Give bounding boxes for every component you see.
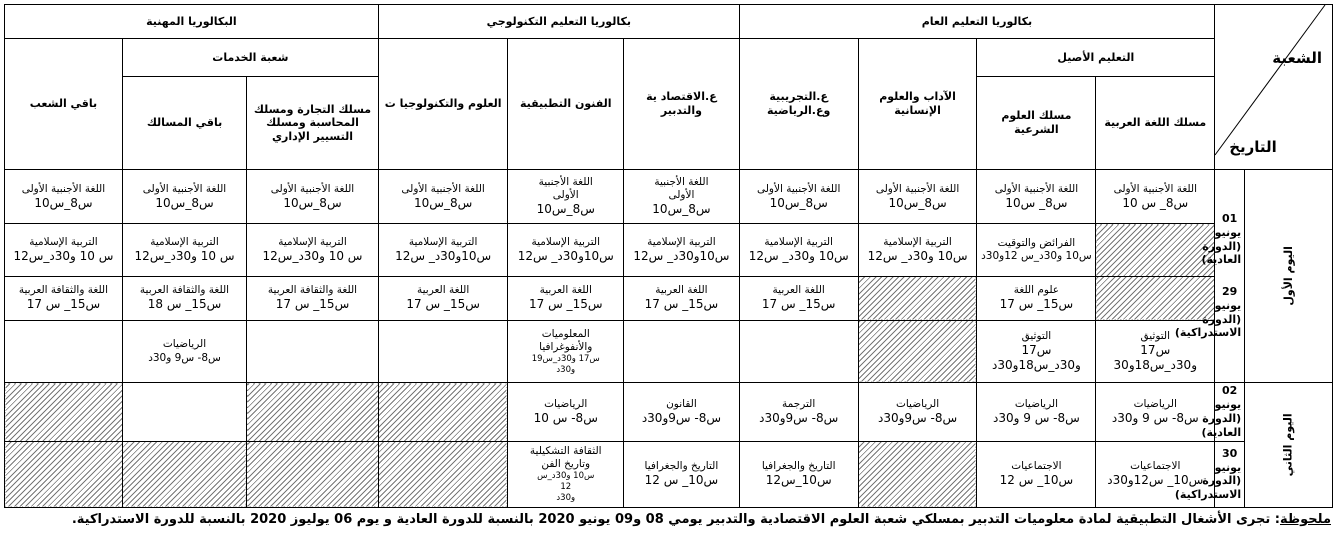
subject: التربية الإسلامية <box>408 235 478 248</box>
subject: اللغة الأجنبية <box>538 176 593 188</box>
time: س 10 و30د_س12 <box>134 248 235 263</box>
date-line: الاستدراكية) <box>1174 488 1242 502</box>
time: س15_ س 17 <box>406 297 480 312</box>
day1-row-3 <box>5 276 1333 320</box>
date-line: 29 يونيو <box>1214 285 1242 312</box>
subject: التربية الإسلامية <box>647 235 716 248</box>
cell <box>5 224 123 276</box>
cell <box>739 441 858 507</box>
time: س8_س10 <box>34 195 93 210</box>
time: س15_ س 17 <box>275 297 350 312</box>
cell <box>624 276 740 320</box>
footnote-label: ملحوظة <box>1279 512 1331 527</box>
cell <box>5 276 123 320</box>
subject: التوثيق <box>1140 329 1171 342</box>
time: و30د_س18و30د <box>992 358 1081 373</box>
time: س10و30د_ س12 <box>517 248 614 263</box>
time: 12 <box>560 482 572 493</box>
cell <box>624 224 740 276</box>
time: س15_ س 17 <box>999 297 1074 312</box>
cell <box>508 169 624 223</box>
time: س8_س10 <box>888 195 947 210</box>
subject: المعلوميات <box>541 327 590 340</box>
cell <box>977 276 1096 320</box>
day2-row-2 <box>5 441 1333 507</box>
cell <box>508 441 624 507</box>
corner-label-stream: الشعبة <box>1272 49 1322 67</box>
stream-sharia: مسلك العلوم الشرعية <box>977 77 1096 170</box>
cell-empty <box>378 320 508 382</box>
subject: التوثيق <box>1021 329 1052 342</box>
subject: الأولى <box>668 189 695 202</box>
header-row-subgroups <box>5 39 1333 77</box>
date-line: (الدورة <box>1202 411 1242 425</box>
time: و30د <box>556 364 576 375</box>
time: س8- س9 و30د <box>148 351 221 364</box>
date-line: 01 يونيو <box>1214 212 1242 239</box>
subject: الفرائض والتوقيت <box>997 236 1076 249</box>
day2-row-1 <box>5 383 1333 441</box>
hatched-cell <box>858 441 977 507</box>
cell-empty <box>247 320 379 382</box>
stream-letters: الآداب والعلوم الإنسانية <box>858 39 977 170</box>
footnote-text: : تجرى الأشغال التطبيقية لمادة معلوميات التدبير بمسلكي شعبة العلوم الاقتصادية والتدبير يومي 08 و09 يونيو 2020 بالنسبة للدورة العادية و يوم 06 يوليوز 2020 بالنسبة للدورة الاستدراكية. <box>71 512 1280 527</box>
subject: اللغة الأجنبية الأولى <box>1113 182 1197 195</box>
group-professional: البكالوريا المهنية <box>5 5 379 39</box>
day2-date-regular <box>1201 383 1245 441</box>
corner-header-cell <box>1215 5 1333 170</box>
footnote <box>72 512 1331 527</box>
cell <box>1096 169 1215 223</box>
date-line: 30 يونيو <box>1214 446 1242 474</box>
cell <box>977 441 1096 507</box>
header-row-groups <box>5 5 1333 39</box>
subject: التربية الإسلامية <box>150 235 219 248</box>
cell <box>378 224 508 276</box>
time: س10و30د_ س12 <box>395 248 492 263</box>
time: س15_ س 17 <box>644 297 719 312</box>
day2-label: اليوم الثاني <box>1281 413 1295 477</box>
subject: اللغة والثقافة العربية <box>267 284 358 297</box>
cell-empty <box>624 320 740 382</box>
time: س8- س 10 <box>533 410 598 425</box>
cell <box>858 224 977 276</box>
cell <box>977 383 1096 441</box>
time: س 10 و30د_س12 <box>262 248 363 263</box>
stream-exp-math: ع.التجريبية وع.الرياضية <box>739 39 858 170</box>
time: س8- س9و30د <box>641 410 721 425</box>
time: س10_س12 <box>765 473 832 488</box>
subgroup-asil: التعليم الأصيل <box>977 39 1215 77</box>
subject: اللغة والثقافة العربية <box>139 284 230 297</box>
subject: اللغة الأجنبية الأولى <box>401 182 485 195</box>
subject: التاريخ والجغرافيا <box>761 460 836 473</box>
exam-schedule-table <box>4 4 1333 508</box>
cell-empty <box>5 320 123 382</box>
time: س8_س10 <box>769 195 828 210</box>
subject: اللغة الأجنبية الأولى <box>270 182 355 195</box>
time: س10_ س 12 <box>999 473 1074 488</box>
date-line: العادية) <box>1201 253 1242 267</box>
cell <box>739 276 858 320</box>
cell <box>739 383 858 441</box>
hatched-cell <box>247 441 379 507</box>
stream-arabic-lang: مسلك اللغة العربية <box>1096 77 1215 170</box>
subject: اللغة الأجنبية الأولى <box>994 182 1079 195</box>
subject: الرياضيات <box>1133 397 1177 410</box>
day2-label-cell <box>1245 383 1333 508</box>
hatched-cell <box>5 441 123 507</box>
date-line: (الدورة <box>1202 239 1242 253</box>
subject: الثقافة التشكيلية <box>529 445 602 458</box>
subject: اللغة الأجنبية الأولى <box>756 182 841 195</box>
subgroup-services: شعبة الخدمات <box>122 39 378 77</box>
date-line: العادية) <box>1201 425 1242 439</box>
subject: اللغة العربية <box>416 284 470 297</box>
date-line: (الدورة <box>1202 474 1242 488</box>
stream-applied-arts: الفنون التطبيقية <box>508 39 624 170</box>
cell <box>977 169 1096 223</box>
stream-other-branches: باقي الشعب <box>5 39 123 170</box>
time: س8_ س10 <box>1005 195 1068 210</box>
cell <box>122 276 246 320</box>
subject: الرياضيات <box>895 397 940 410</box>
cell <box>739 224 858 276</box>
day1-row-2 <box>5 224 1333 276</box>
time: س15_ س 17 <box>529 297 603 312</box>
time: س8_س10 <box>414 195 473 210</box>
cell <box>508 224 624 276</box>
time: س8- س9و30د <box>877 410 958 425</box>
hatched-cell <box>247 383 379 441</box>
cell <box>624 169 740 223</box>
time: س10و30د_ س12 <box>633 248 730 263</box>
day1-row-4 <box>5 320 1333 382</box>
group-technological: بكالوريا التعليم التكنولوجي <box>378 5 739 39</box>
hatched-cell <box>858 320 977 382</box>
time: س8_ س 10 <box>1122 195 1189 210</box>
cell <box>858 169 977 223</box>
cell <box>508 383 624 441</box>
date-line: الاستدراكية) <box>1174 326 1242 340</box>
day2-date-catchup <box>1174 441 1245 507</box>
cell <box>858 383 977 441</box>
time: س8- س9و30د <box>759 410 839 425</box>
time: س8_س10 <box>155 195 214 210</box>
hatched-cell <box>122 441 246 507</box>
time: س17 <box>1140 343 1171 358</box>
time: س8- س 9 و30د <box>993 410 1080 425</box>
cell <box>1096 383 1215 441</box>
time: س10 و30د_ س12 <box>748 248 849 263</box>
date-gap <box>1218 267 1241 285</box>
time: س10 و30د_ س12 <box>867 248 968 263</box>
subject: الاجتماعيات <box>1011 460 1062 473</box>
time: س10 و30د_س <box>537 471 595 482</box>
group-general: بكالوريا التعليم العام <box>739 5 1214 39</box>
subject: الترجمة <box>782 397 816 410</box>
subject: اللغة العربية <box>539 284 592 297</box>
cell <box>977 224 1096 276</box>
subject: وتاريخ الفن <box>541 458 591 471</box>
cell <box>247 224 379 276</box>
subject: اللغة الأجنبية الأولى <box>21 182 106 195</box>
time: س15_ س 17 <box>761 297 836 312</box>
cell-empty <box>122 383 246 441</box>
subject: والأنفوغرافيا <box>539 340 593 353</box>
cell <box>624 383 740 441</box>
time: س15_ س 17 <box>26 297 101 312</box>
subject: اللغة الأجنبية <box>654 176 709 188</box>
subject: الرياضيات <box>162 338 207 351</box>
cell <box>378 169 508 223</box>
hatched-cell <box>858 276 977 320</box>
subject: القانون <box>666 397 697 410</box>
cell <box>247 276 379 320</box>
subject: اللغة والثقافة العربية <box>18 284 109 297</box>
corner-label-date: التاريخ <box>1229 138 1277 157</box>
subject: التربية الإسلامية <box>764 235 833 248</box>
hatched-cell <box>1096 276 1215 320</box>
cell <box>122 320 246 382</box>
stream-commerce: مسلك التجارة ومسلك المحاسبة ومسلك التسيير الإداري <box>247 77 379 170</box>
cell <box>122 224 246 276</box>
stream-other-tracks: باقي المسالك <box>122 77 246 170</box>
cell-empty <box>739 320 858 382</box>
date-line: (الدورة <box>1202 312 1242 326</box>
day1-label-cell <box>1245 169 1333 382</box>
cell <box>624 441 740 507</box>
subject: التربية الإسلامية <box>29 235 98 248</box>
day1-dates <box>1174 169 1245 382</box>
time: س10_ س12و30د <box>1107 473 1204 488</box>
cell <box>5 169 123 223</box>
stream-econ: ع.الاقتصاد ية والتدبير <box>624 39 740 170</box>
time: س17 <box>1021 343 1052 358</box>
subject: الرياضيات <box>1014 397 1059 410</box>
time: و30د_س18و30 <box>1113 358 1197 373</box>
cell <box>247 169 379 223</box>
stream-sci-tech: العلوم والتكنولوجيا ت <box>378 39 508 170</box>
time: س8_س10 <box>536 202 595 217</box>
subject: التربية الإسلامية <box>531 235 601 248</box>
subject: علوم اللغة <box>1013 284 1060 297</box>
cell <box>739 169 858 223</box>
subject: التربية الإسلامية <box>278 235 347 248</box>
time: س8_س10 <box>652 202 711 217</box>
hatched-cell <box>378 441 508 507</box>
subject: اللغة العربية <box>655 284 708 297</box>
subject: اللغة العربية <box>772 284 825 297</box>
day1-label: اليوم الأول <box>1281 246 1295 306</box>
time: س10_ س 12 <box>644 473 719 488</box>
time: س 10 و30د_س12 <box>13 248 114 263</box>
day1-row-1 <box>5 169 1333 223</box>
time: س8- س 9 و30د <box>1111 410 1199 425</box>
time: س8_س10 <box>283 195 342 210</box>
hatched-cell <box>1096 224 1215 276</box>
date-line: 02 يونيو <box>1214 384 1242 412</box>
hatched-cell <box>5 383 123 441</box>
cell <box>977 320 1096 382</box>
hatched-cell <box>378 383 508 441</box>
subject: التربية الإسلامية <box>883 235 952 248</box>
time: و30د <box>556 492 576 503</box>
diagonal-line <box>1215 5 1325 155</box>
subject: الاجتماعيات <box>1130 460 1181 473</box>
subject: اللغة الأجنبية الأولى <box>142 182 227 195</box>
cell <box>378 276 508 320</box>
subject: اللغة الأجنبية الأولى <box>875 182 960 195</box>
subject: الرياضيات <box>544 397 588 410</box>
subject: الأولى <box>552 189 579 202</box>
time: س17 و30د_س19 <box>531 354 600 364</box>
time: س15_ س 18 <box>147 297 222 312</box>
subject: التاريخ والجغرافيا <box>644 460 719 473</box>
cell <box>508 320 624 382</box>
time: س10 و30د_س 12و30د <box>981 249 1092 262</box>
cell <box>508 276 624 320</box>
cell <box>122 169 246 223</box>
